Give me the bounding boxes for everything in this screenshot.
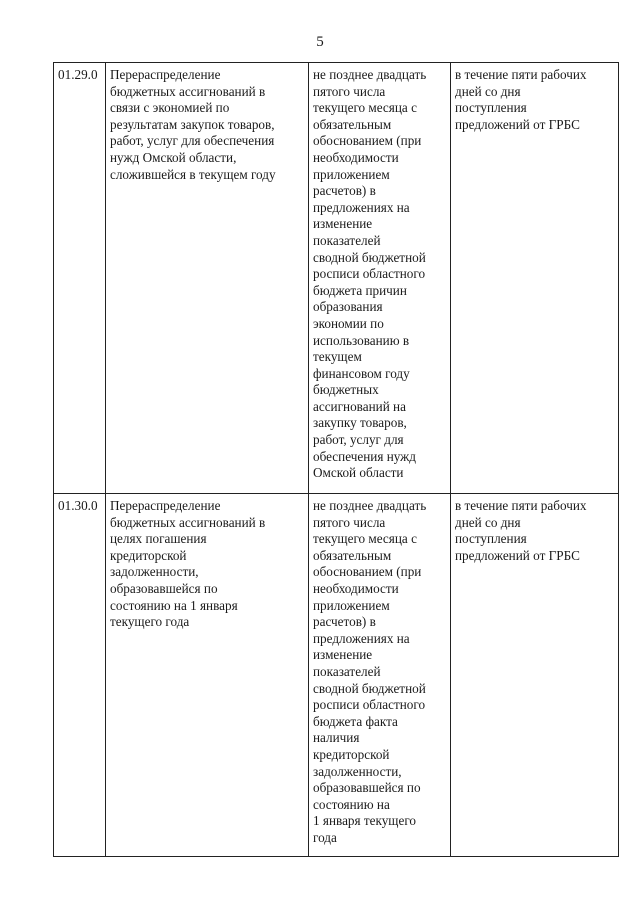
table-row (54, 63, 619, 494)
item-processing-period: в течение пяти рабочих дней со дня поступления предложений от ГРБС (451, 494, 619, 857)
item-processing-period: в течение пяти рабочих дней со дня поступления предложений от ГРБС (451, 63, 619, 494)
item-code: 01.30.0 (54, 494, 106, 857)
item-description: Перераспределение бюджетных ассигнований в связи с экономией по результатам закупок товаров, работ, услуг для обеспечения нужд Омской области, сложившейся в текущем году (106, 63, 309, 494)
table-row (54, 494, 619, 857)
item-deadline: не позднее двадцать пятого числа текущего месяца с обязательным обоснованием (при необходимости приложением расчетов) в предложениях на изменение показателей сводной бюджетной росписи областного бюджета причин образования экономии по использованию в текущем финансовом году бюджетных ассигнований на закупку товаров, работ, услуг для обеспечения нужд Омской области (309, 63, 451, 494)
item-deadline: не позднее двадцать пятого числа текущего месяца с обязательным обоснованием (при необходимости приложением расчетов) в предложениях на изменение показателей сводной бюджетной росписи областного бюджета факта наличия кредиторской задолженности, образовавшейся по состоянию на 1 января текущего года (309, 494, 451, 857)
page-number: 5 (316, 34, 324, 50)
item-code: 01.29.0 (54, 63, 106, 494)
item-description: Перераспределение бюджетных ассигнований в целях погашения кредиторской задолженности, образовавшейся по состоянию на 1 января текущего года (106, 494, 309, 857)
regulation-table (53, 62, 619, 857)
